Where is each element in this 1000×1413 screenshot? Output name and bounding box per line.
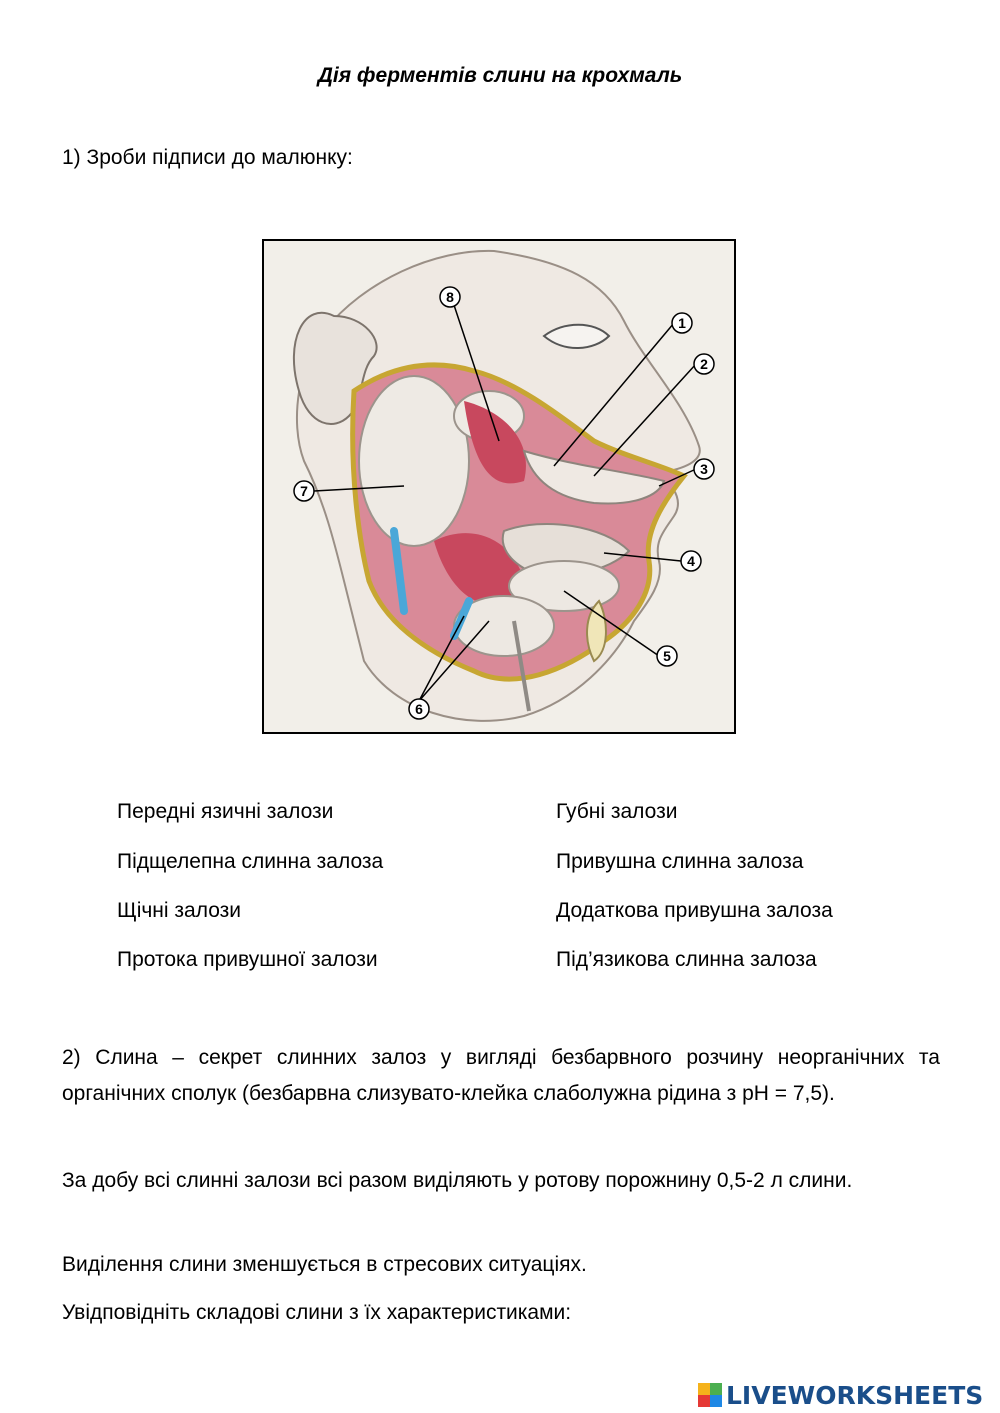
marker-7 xyxy=(294,481,314,501)
svg-text:3: 3 xyxy=(700,461,708,477)
label-option[interactable]: Губні залози xyxy=(556,800,678,823)
label-option[interactable]: Привушна слинна залоза xyxy=(556,850,804,873)
svg-text:1: 1 xyxy=(678,315,686,331)
svg-text:4: 4 xyxy=(687,553,695,569)
salivary-glands-figure xyxy=(262,239,736,734)
head-anatomy-illustration xyxy=(264,241,734,732)
marker-3 xyxy=(694,459,714,479)
label-option[interactable]: Передні язичні залози xyxy=(117,800,334,823)
svg-text:8: 8 xyxy=(446,289,454,305)
task-2-paragraph-3: Виділення слини зменшується в стресових ситуаціях. xyxy=(62,1253,587,1276)
task-2-paragraph-2: За добу всі слинні залози всі разом виділяють у ротову порожнину 0,5-2 л слини. xyxy=(62,1169,853,1192)
label-option[interactable]: Підщелепна слинна залоза xyxy=(117,850,384,873)
marker-6 xyxy=(409,699,429,719)
liveworksheets-logo xyxy=(698,1378,983,1412)
label-option[interactable]: Додаткова привушна залоза xyxy=(556,899,833,922)
marker-4 xyxy=(681,551,701,571)
svg-text:7: 7 xyxy=(300,483,308,499)
svg-text:5: 5 xyxy=(663,648,671,664)
label-option[interactable]: Під’язикова слинна залоза xyxy=(556,948,817,971)
logo-text: LIVEWORKSHEETS xyxy=(726,1380,984,1410)
marker-5 xyxy=(657,646,677,666)
marker-2 xyxy=(694,354,714,374)
page-title: Дія ферментів слини на крохмаль xyxy=(317,64,683,87)
svg-text:2: 2 xyxy=(700,356,708,372)
task-1-instruction: 1) Зроби підписи до малюнку: xyxy=(62,146,353,169)
marker-1 xyxy=(672,313,692,333)
svg-text:6: 6 xyxy=(415,701,423,717)
label-option[interactable]: Протока привушної залози xyxy=(117,948,378,971)
logo-icon xyxy=(698,1383,722,1407)
task-2-paragraph-1: 2) Слина – секрет слинних залоз у вигляді безбарвного розчину неорганічних та органічних сполук (безбарвна слизувато-клейка слаболужна рідина з рН = 7,5). xyxy=(62,1046,940,1105)
marker-8 xyxy=(440,287,460,307)
label-option[interactable]: Щічні залози xyxy=(117,899,241,922)
task-2-paragraph-4: Увідповідніть складові слини з їх характеристиками: xyxy=(62,1301,572,1324)
